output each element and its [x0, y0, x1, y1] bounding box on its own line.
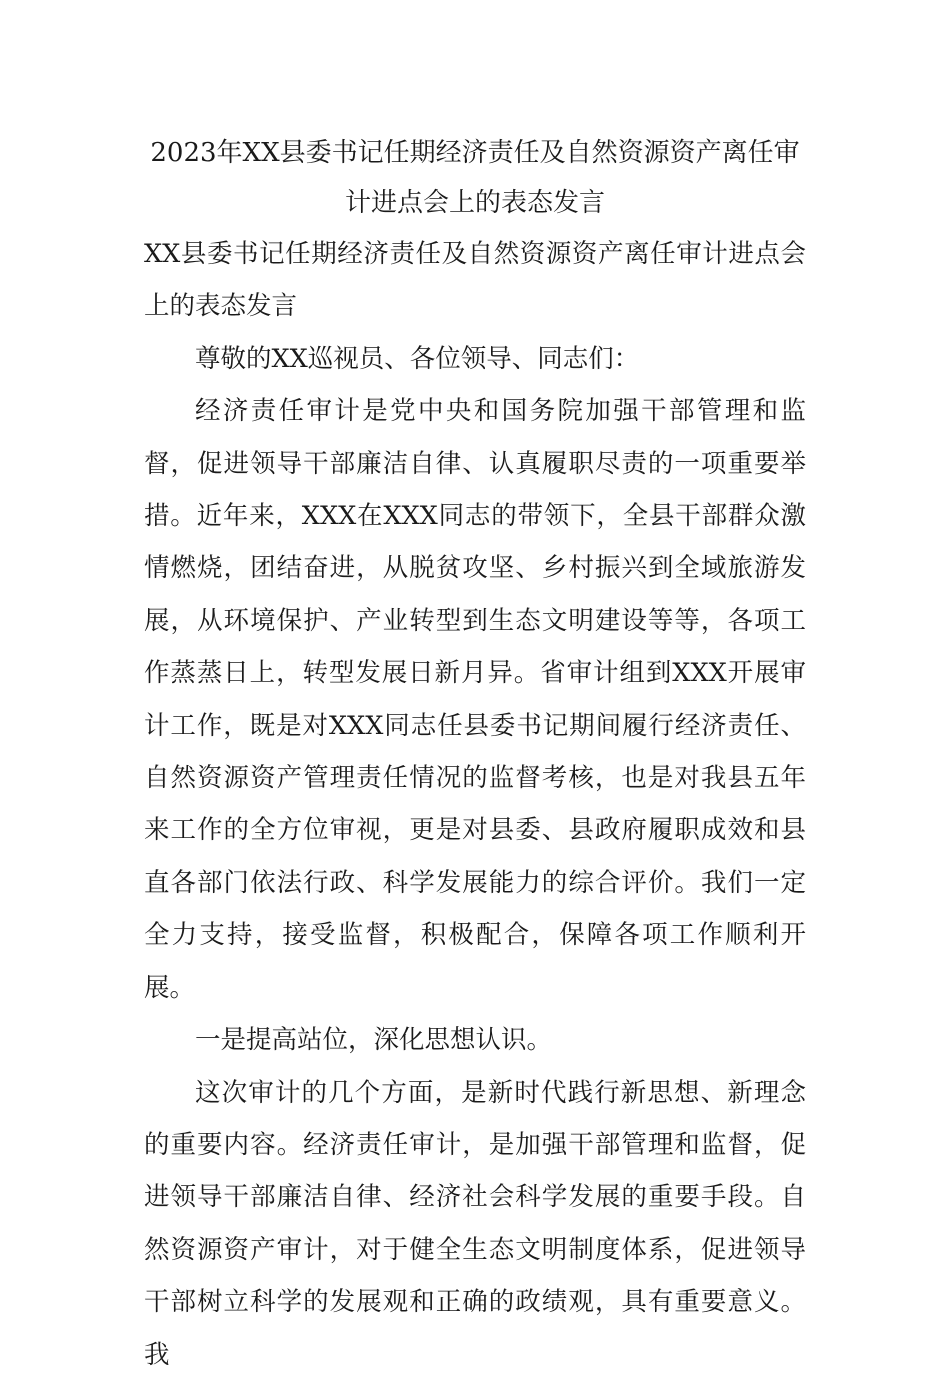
paragraph-section-1: 这次审计的几个方面，是新时代践行新思想、新理念的重要内容。经济责任审计，是加强干部管理和监督，促进领导干部廉洁自律、经济社会科学发展的重要手段。自然资源资产审计，对于健全生态文明制度体系，促进领导干部树立科学的发展观和正确的政绩观，具有重要意义。我	[144, 1077, 806, 1370]
document-subtitle: XX县委书记任期经济责任及自然资源资产离任审计进点会上的表态发言	[144, 239, 806, 322]
document-title: 2023年XX县委书记任期经济责任及自然资源资产离任审计进点会上的表态发言	[150, 138, 800, 218]
document-body	[144, 228, 806, 1381]
salutation: 尊敬的XX巡视员、各位领导、同志们：	[195, 343, 640, 374]
section-heading-1: 一是提高站位，深化思想认识。	[195, 1025, 553, 1056]
paragraph-intro: 经济责任审计是党中央和国务院加强干部管理和监督，促进领导干部廉洁自律、认真履职尽责的一项重要举措。近年来，XXX在XXX同志的带领下，全县干部群众激情燃烧，团结奋进，从脱贫攻坚、乡村振兴到全域旅游发展，从环境保护、产业转型到生态文明建设等等，各项工作蒸蒸日上，转型发展日新月异。省审计组到XXX开展审计工作，既是对XXX同志任县委书记期间履行经济责任、自然资源资产管理责任情况的监督考核，也是对我县五年来工作的全方位审视，更是对县委、县政府履职成效和县直各部门依法行政、科学发展能力的综合评价。我们一定全力支持，接受监督，积极配合，保障各项工作顺利开展。	[144, 396, 806, 1003]
